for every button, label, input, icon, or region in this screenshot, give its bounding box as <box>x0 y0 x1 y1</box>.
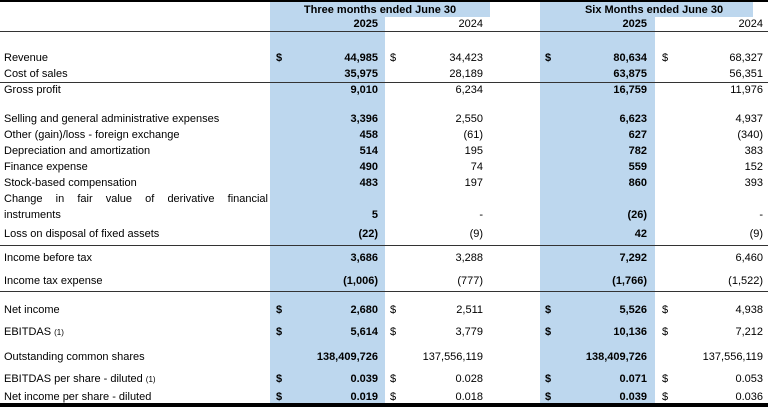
currency-cell: $ <box>662 373 669 385</box>
currency-cell: $ <box>270 390 290 405</box>
value-cell: 63,875 <box>560 66 655 82</box>
value-cell: 0.019 <box>290 390 385 405</box>
label-cell: Loss on disposal of fixed assets <box>0 223 270 245</box>
spacer-cell <box>490 245 540 271</box>
spacer-cell <box>270 17 290 31</box>
currency-cell <box>540 82 560 98</box>
currency-cell <box>655 223 675 245</box>
row-sga-expenses <box>0 111 768 127</box>
currency-cell: $ <box>270 50 290 66</box>
label-cell: Net income per share - diluted <box>4 390 152 403</box>
value-cell: 10,136 <box>560 319 655 345</box>
currency-cell <box>385 345 405 368</box>
label-cell: instruments <box>4 209 61 221</box>
value-cell: 11,976 <box>730 84 764 97</box>
spacer-cell <box>490 291 540 319</box>
currency-cell: $ <box>270 368 290 390</box>
spacer-cell <box>405 98 490 111</box>
currency-cell <box>385 245 405 271</box>
currency-cell <box>540 191 560 207</box>
row-derivative-fair-value-line2 <box>0 207 768 223</box>
label-cell: Stock-based compensation <box>4 177 137 189</box>
spacer-cell <box>490 50 540 66</box>
h1-2024-year-header: 2024 <box>675 17 768 31</box>
currency-cell <box>270 245 290 271</box>
blank-row <box>0 31 768 50</box>
label-cell: Gross profit <box>4 84 61 97</box>
row-ebitdas <box>0 319 768 345</box>
currency-cell <box>270 345 290 368</box>
currency-cell <box>270 66 290 82</box>
spacer-cell <box>385 31 405 50</box>
value-cell: 6,234 <box>455 84 484 97</box>
value-cell: 138,409,726 <box>290 345 385 368</box>
label-cell: Revenue <box>4 52 49 64</box>
currency-cell: $ <box>390 373 397 385</box>
currency-cell: $ <box>390 52 397 64</box>
value-cell: 3,288 <box>455 252 484 265</box>
currency-cell: $ <box>662 52 669 64</box>
value-cell: (9) <box>405 223 490 245</box>
spacer-cell <box>655 98 675 111</box>
value-cell: 56,351 <box>675 66 768 82</box>
currency-cell <box>655 271 675 291</box>
row-revenue <box>0 50 768 66</box>
currency-cell <box>655 111 675 127</box>
currency-cell: $ <box>540 390 560 405</box>
row-income-tax-expense <box>0 271 768 291</box>
value-cell: 782 <box>560 143 655 159</box>
spacer-cell <box>490 17 540 31</box>
currency-cell <box>655 127 675 143</box>
currency-cell <box>540 143 560 159</box>
label-cell: Change in fair value of derivative financial <box>4 193 268 205</box>
currency-cell <box>385 127 405 143</box>
label-cell <box>0 368 270 390</box>
value-cell: 3,779 <box>455 326 484 338</box>
spacer-cell <box>490 390 540 405</box>
currency-cell: $ <box>390 326 397 338</box>
currency-cell: $ <box>540 368 560 390</box>
value-cell: - <box>759 209 764 221</box>
three-months-header: Three months ended June 30 <box>270 1 490 17</box>
currency-cell: $ <box>540 291 560 319</box>
currency-cell <box>270 82 290 98</box>
currency-cell <box>655 345 675 368</box>
blank-row <box>0 98 768 111</box>
value-cell: 4,938 <box>735 304 764 316</box>
spacer-cell <box>560 31 655 50</box>
value-cell: 514 <box>290 143 385 159</box>
row-net-income-per-share <box>0 390 768 405</box>
value-cell: 6,460 <box>735 252 764 265</box>
ebitdas-per-share-label: EBITDAS per share - diluted <box>4 372 143 385</box>
value-cell: 28,189 <box>405 66 490 82</box>
row-finance-expense <box>0 159 768 175</box>
spacer-cell <box>490 66 540 82</box>
value-cell: 80,634 <box>560 50 655 66</box>
q2-2025-year-header: 2025 <box>290 17 385 31</box>
currency-cell <box>270 143 290 159</box>
spacer-cell <box>490 31 540 50</box>
spacer-cell <box>490 271 540 291</box>
row-income-before-tax <box>0 245 768 271</box>
label-cell: Depreciation and amortization <box>4 145 151 157</box>
value-cell <box>405 191 490 207</box>
value-cell <box>675 191 768 207</box>
row-depreciation-amortization <box>0 143 768 159</box>
currency-cell <box>540 111 560 127</box>
row-ebitdas-per-share <box>0 368 768 390</box>
currency-cell <box>385 271 405 291</box>
spacer-cell <box>675 31 768 50</box>
currency-cell <box>540 175 560 191</box>
currency-cell <box>540 271 560 291</box>
currency-cell <box>540 345 560 368</box>
value-cell: 44,985 <box>290 50 385 66</box>
currency-cell <box>385 143 405 159</box>
currency-cell <box>385 223 405 245</box>
value-cell: (777) <box>405 271 490 291</box>
row-derivative-fair-value-line1 <box>0 191 768 207</box>
value-cell: 138,409,726 <box>560 345 655 368</box>
row-loss-on-disposal <box>0 223 768 245</box>
spacer-cell <box>0 98 270 111</box>
value-cell: 7,212 <box>735 326 764 338</box>
spacer-cell <box>655 17 675 31</box>
six-months-header: Six Months ended June 30 <box>540 1 768 17</box>
row-cost-of-sales <box>0 66 768 82</box>
currency-cell <box>540 207 560 223</box>
spacer-cell <box>490 175 540 191</box>
value-cell: (1,006) <box>290 271 385 291</box>
spacer-cell <box>675 98 768 111</box>
footnote-marker: (1) <box>145 374 156 384</box>
spacer-cell <box>540 98 560 111</box>
label-cell: Outstanding common shares <box>4 350 145 363</box>
value-cell: 0.039 <box>290 368 385 390</box>
value-cell: 0.036 <box>735 390 764 403</box>
value-cell: 5 <box>290 207 385 223</box>
currency-cell: $ <box>662 326 669 338</box>
spacer-cell <box>290 98 385 111</box>
spacer-cell <box>490 1 540 17</box>
spacer-cell <box>385 17 405 31</box>
currency-cell <box>270 191 290 207</box>
spacer-cell <box>405 31 490 50</box>
currency-cell: $ <box>662 390 669 403</box>
currency-cell <box>270 127 290 143</box>
currency-cell <box>655 191 675 207</box>
spacer-cell <box>490 191 540 207</box>
period-header-row <box>0 1 768 17</box>
currency-cell <box>655 66 675 82</box>
spacer-cell <box>385 98 405 111</box>
currency-cell <box>655 159 675 175</box>
value-cell: 860 <box>560 175 655 191</box>
currency-cell: $ <box>540 319 560 345</box>
currency-cell: $ <box>390 304 397 316</box>
value-cell: 68,327 <box>729 52 764 64</box>
value-cell: 483 <box>290 175 385 191</box>
value-cell: 2,550 <box>455 113 484 125</box>
currency-cell <box>540 127 560 143</box>
currency-cell <box>655 245 675 271</box>
currency-cell <box>385 191 405 207</box>
currency-cell <box>540 223 560 245</box>
currency-cell: $ <box>270 319 290 345</box>
value-cell: 7,292 <box>560 245 655 271</box>
value-cell: 393 <box>744 177 764 189</box>
spacer-cell <box>490 368 540 390</box>
value-cell: 2,680 <box>290 291 385 319</box>
value-cell: 4,937 <box>735 113 764 125</box>
value-cell: 458 <box>290 127 385 143</box>
currency-cell <box>540 245 560 271</box>
spacer-cell <box>490 82 540 98</box>
row-outstanding-shares <box>0 345 768 368</box>
value-cell: 197 <box>464 177 484 189</box>
spacer-cell <box>490 345 540 368</box>
spacer-cell <box>490 159 540 175</box>
value-cell: (26) <box>560 207 655 223</box>
value-cell: 5,614 <box>290 319 385 345</box>
value-cell: 74 <box>470 161 484 173</box>
value-cell: - <box>479 209 484 221</box>
currency-cell <box>655 82 675 98</box>
spacer-cell <box>655 31 675 50</box>
ebitdas-label: EBITDAS <box>4 325 52 338</box>
value-cell: 35,975 <box>290 66 385 82</box>
label-cell: Other (gain)/loss - foreign exchange <box>4 129 180 141</box>
value-cell: 2,511 <box>456 304 484 316</box>
currency-cell <box>270 175 290 191</box>
spacer-cell <box>0 31 270 50</box>
currency-cell <box>385 82 405 98</box>
currency-cell <box>540 159 560 175</box>
spacer-cell <box>490 319 540 345</box>
value-cell: (1,522) <box>675 271 768 291</box>
currency-cell: $ <box>390 390 397 403</box>
currency-cell: $ <box>662 304 669 316</box>
currency-cell: $ <box>270 291 290 319</box>
currency-cell <box>270 223 290 245</box>
value-cell: 42 <box>560 223 655 245</box>
value-cell: 6,623 <box>560 111 655 127</box>
label-cell: Net income <box>4 304 60 316</box>
currency-cell <box>385 111 405 127</box>
value-cell <box>560 191 655 207</box>
currency-cell <box>540 66 560 82</box>
value-cell <box>290 191 385 207</box>
value-cell: 0.053 <box>735 373 764 385</box>
value-cell: 152 <box>744 161 764 173</box>
value-cell: 627 <box>560 127 655 143</box>
label-cell: Finance expense <box>4 161 88 173</box>
value-cell: 490 <box>290 159 385 175</box>
value-cell: 9,010 <box>290 82 385 98</box>
value-cell: (9) <box>675 223 768 245</box>
label-cell: Cost of sales <box>0 66 270 82</box>
value-cell: 195 <box>464 145 484 157</box>
value-cell: 137,556,119 <box>702 350 764 363</box>
spacer-cell <box>270 98 290 111</box>
value-cell: 34,423 <box>449 52 484 64</box>
row-stock-based-compensation <box>0 175 768 191</box>
row-foreign-exchange <box>0 127 768 143</box>
label-cell <box>0 319 270 345</box>
currency-cell: $ <box>540 50 560 66</box>
value-cell: 0.071 <box>560 368 655 390</box>
spacer-cell <box>560 98 655 111</box>
spacer-cell <box>490 127 540 143</box>
value-cell: (22) <box>290 223 385 245</box>
value-cell: 383 <box>744 145 764 157</box>
value-cell: 3,396 <box>290 111 385 127</box>
value-cell: (1,766) <box>560 271 655 291</box>
value-cell: 5,526 <box>560 291 655 319</box>
currency-cell <box>655 207 675 223</box>
spacer-cell <box>490 207 540 223</box>
value-cell: (340) <box>737 129 764 141</box>
label-cell: Selling and general administrative expenses <box>4 113 220 125</box>
value-cell: (61) <box>463 129 484 141</box>
currency-cell <box>270 159 290 175</box>
spacer-cell <box>540 31 560 50</box>
value-cell: 3,686 <box>290 245 385 271</box>
currency-cell <box>655 175 675 191</box>
value-cell: 559 <box>560 159 655 175</box>
h1-2025-year-header: 2025 <box>560 17 655 31</box>
value-cell: 0.028 <box>455 373 484 385</box>
spacer-cell <box>490 223 540 245</box>
spacer-cell <box>490 111 540 127</box>
spacer-cell <box>290 31 385 50</box>
spacer-cell <box>0 17 270 31</box>
footnote-marker: (1) <box>54 327 64 337</box>
value-cell: 137,556,119 <box>422 350 484 363</box>
row-net-income <box>0 291 768 319</box>
spacer-cell <box>0 1 270 17</box>
q2-2024-year-header: 2024 <box>405 17 490 31</box>
currency-cell <box>385 207 405 223</box>
currency-cell <box>385 159 405 175</box>
spacer-cell <box>540 17 560 31</box>
value-cell: 0.039 <box>560 390 655 405</box>
label-cell: Income before tax <box>4 252 93 265</box>
value-cell: 16,759 <box>560 82 655 98</box>
spacer-cell <box>270 31 290 50</box>
currency-cell <box>270 271 290 291</box>
currency-cell <box>655 143 675 159</box>
row-gross-profit <box>0 82 768 98</box>
currency-cell <box>385 175 405 191</box>
value-cell: 0.018 <box>455 390 484 403</box>
currency-cell <box>270 111 290 127</box>
currency-cell <box>385 66 405 82</box>
currency-cell <box>270 207 290 223</box>
label-cell: Income tax expense <box>0 271 270 291</box>
year-header-row <box>0 17 768 31</box>
spacer-cell <box>490 98 540 111</box>
spacer-cell <box>490 143 540 159</box>
